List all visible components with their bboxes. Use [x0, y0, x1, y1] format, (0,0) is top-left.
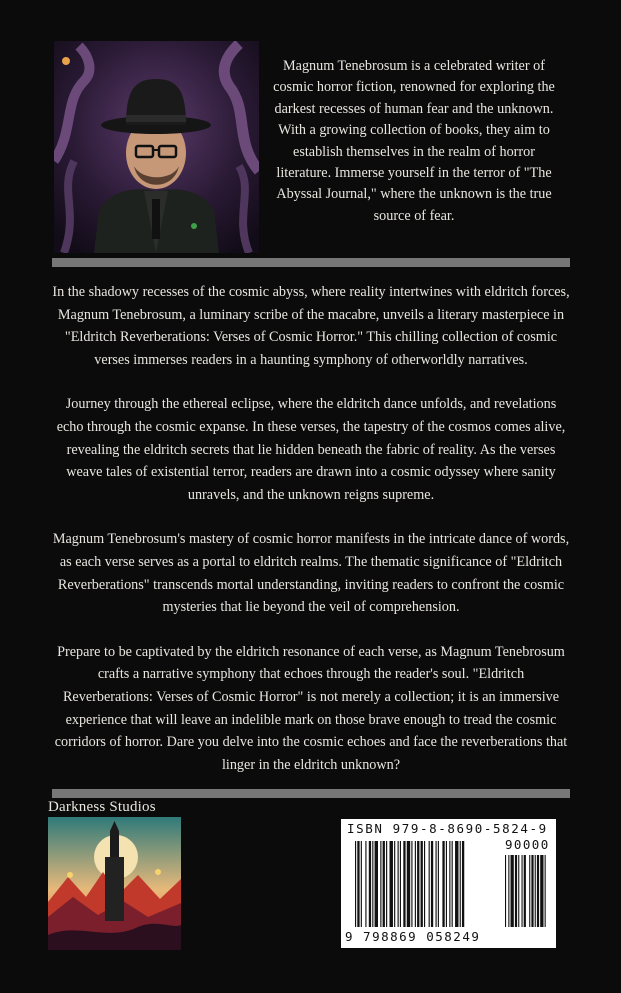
- synopsis-paragraph-3: Magnum Tenebrosum's mastery of cosmic horror manifests in the intricate dance of words, as each verse serves as a portal to eldritch realms. The thematic significance of "Eldritch Reverberations" transcends mortal understanding, inviting readers to confront the cosmic mysteries that lie beyond the veil of comprehension.: [52, 531, 570, 616]
- section-divider-bottom: [52, 789, 570, 798]
- section-divider-top: [52, 258, 570, 267]
- synopsis-paragraph-1: In the shadowy recesses of the cosmic abyss, where reality intertwines with eldritch forces, Magnum Tenebrosum, a luminary scribe of the macabre, unveils a literary masterpiece in "Eldritch Reverberations: Verses of Cosmic Horror." This chilling collection of cosmic verses immerses readers in a haunting symphony of otherworldly narratives.: [52, 284, 570, 368]
- barcode-addon-price: 90000: [505, 837, 550, 852]
- publisher-logo: [48, 817, 181, 950]
- book-synopsis: [52, 281, 570, 776]
- barcode-digits: 9 798869 058249: [345, 929, 481, 944]
- isbn-barcode: [341, 819, 556, 948]
- author-photo: [54, 41, 259, 253]
- synopsis-paragraph-4: Prepare to be captivated by the eldritch resonance of each verse, as Magnum Tenebrosum crafts a narrative symphony that echoes through the reader's soul. "Eldritch Reverberations: Verses of Cosmic Horror" is not merely a collection; it is an immersive experience that will leave an indelible mark on those brave enough to tread the cosmic corridors of horror. Dare you delve into the cosmic echoes and face the reverberations that linger in the eldritch unknown?: [54, 643, 568, 773]
- author-bio: Magnum Tenebrosum is a celebrated writer of cosmic horror fiction, renowned for exploring the darkest recesses of human fear and the unknown. With a growing collection of books, they aim to establish themselves in the realm of horror literature. Immerse yourself in the terror of "The Abyssal Journal," where the unknown is the true source of fear.: [273, 58, 555, 224]
- publisher-name: Darkness Studios: [48, 799, 156, 815]
- isbn-label: ISBN 979-8-8690-5824-9: [347, 821, 548, 836]
- synopsis-paragraph-2: Journey through the ethereal eclipse, where the eldritch dance unfolds, and revelations echo through the cosmic expanse. In these verses, the tapestry of the cosmos comes alive, revealing the eldritch secrets that lie hidden beneath the fabric of reality. As the verses weave tales of existential terror, readers are drawn into a cosmic odyssey where sanity unravels, and the unknown reigns supreme.: [56, 396, 566, 503]
